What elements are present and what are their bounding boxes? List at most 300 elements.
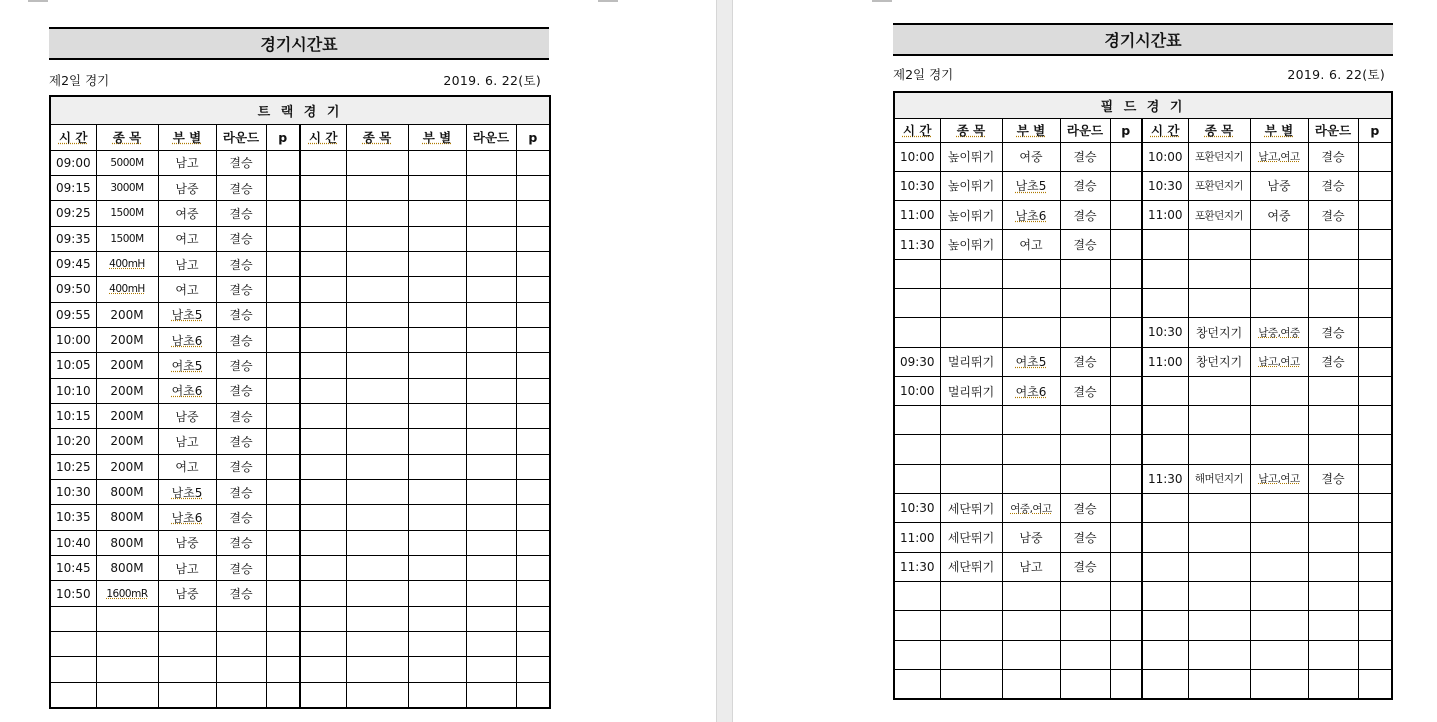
cell-division xyxy=(408,277,466,302)
cell-p xyxy=(1110,171,1142,200)
column-header-division: 부 별 xyxy=(1250,118,1308,142)
column-header-round: 라운드 xyxy=(1308,118,1358,142)
cell-division xyxy=(1002,581,1060,610)
cell-time xyxy=(300,581,346,606)
table-row xyxy=(894,142,1392,171)
cell-p xyxy=(516,403,550,428)
cell-p xyxy=(516,201,550,226)
table-row xyxy=(50,201,550,226)
column-header-p: p xyxy=(516,124,550,150)
cell-time: 10:00 xyxy=(894,376,940,405)
cell-division xyxy=(408,251,466,276)
cell-time xyxy=(300,632,346,657)
cell-round: 결승 xyxy=(1308,142,1358,171)
cell-p xyxy=(266,403,300,428)
cell-time: 10:30 xyxy=(894,171,940,200)
cell-p xyxy=(516,175,550,200)
cell-time: 09:35 xyxy=(50,226,96,251)
cell-time: 11:30 xyxy=(1142,464,1188,493)
cell-time xyxy=(300,657,346,682)
cell-round: 결승 xyxy=(1060,376,1110,405)
cell-division xyxy=(408,150,466,175)
cell-round: 결승 xyxy=(1060,201,1110,230)
cell-division xyxy=(408,505,466,530)
cell-event xyxy=(1188,230,1250,259)
cell-division: 남초5 xyxy=(158,302,216,327)
cell-division xyxy=(1002,318,1060,347)
cell-event: 1500M xyxy=(96,201,158,226)
cell-event: 멀리뛰기 xyxy=(940,376,1002,405)
table-row xyxy=(50,454,550,479)
cell-event: 포환던지기 xyxy=(1188,142,1250,171)
cell-time: 09:45 xyxy=(50,251,96,276)
cell-time xyxy=(300,251,346,276)
cell-p xyxy=(1358,669,1392,698)
cell-event xyxy=(96,632,158,657)
cell-division xyxy=(1002,259,1060,288)
cell-event: 800M xyxy=(96,479,158,504)
cell-round xyxy=(1308,669,1358,698)
cell-time: 10:00 xyxy=(1142,142,1188,171)
cell-event xyxy=(1188,435,1250,464)
table-row xyxy=(50,150,550,175)
cell-round xyxy=(1308,376,1358,405)
cell-division: 남고 xyxy=(1002,552,1060,581)
cell-round: 결승 xyxy=(1060,171,1110,200)
table-row xyxy=(50,302,550,327)
day-label: 제2일 경기 xyxy=(49,73,110,88)
cell-round xyxy=(466,505,516,530)
cell-event xyxy=(346,454,408,479)
cell-time: 10:40 xyxy=(50,530,96,555)
cell-time: 10:30 xyxy=(1142,171,1188,200)
cell-division xyxy=(1002,464,1060,493)
table-row xyxy=(50,530,550,555)
cell-round xyxy=(1060,464,1110,493)
cell-event: 800M xyxy=(96,556,158,581)
cell-event xyxy=(940,435,1002,464)
cell-division xyxy=(1250,523,1308,552)
cell-p xyxy=(516,505,550,530)
cell-round: 결승 xyxy=(216,251,266,276)
cell-round: 결승 xyxy=(216,226,266,251)
cell-division: 여중,여고 xyxy=(1002,494,1060,523)
cell-time: 10:00 xyxy=(50,327,96,352)
cell-event: 800M xyxy=(96,505,158,530)
cell-round: 결승 xyxy=(216,327,266,352)
cell-event: 멀리뛰기 xyxy=(940,347,1002,376)
cell-p xyxy=(516,479,550,504)
cell-time xyxy=(1142,230,1188,259)
cell-time xyxy=(300,505,346,530)
cell-division xyxy=(408,657,466,682)
cell-division xyxy=(408,201,466,226)
cell-event xyxy=(1188,552,1250,581)
cell-division: 남고 xyxy=(158,429,216,454)
cell-p xyxy=(1110,581,1142,610)
page-corner-mark xyxy=(28,0,48,2)
cell-p xyxy=(266,353,300,378)
cell-division: 여고 xyxy=(158,277,216,302)
column-header-division: 부 별 xyxy=(158,124,216,150)
cell-round xyxy=(466,606,516,631)
cell-time: 10:30 xyxy=(1142,318,1188,347)
column-header-time: 시 간 xyxy=(894,118,940,142)
meta-line xyxy=(893,65,1385,81)
cell-division xyxy=(408,632,466,657)
cell-time: 10:10 xyxy=(50,378,96,403)
cell-round xyxy=(466,251,516,276)
cell-event xyxy=(96,682,158,707)
cell-event xyxy=(346,150,408,175)
cell-division xyxy=(408,606,466,631)
cell-event xyxy=(346,682,408,707)
date-label: 2019. 6. 22(토) xyxy=(1287,67,1385,82)
cell-p xyxy=(266,479,300,504)
cell-time xyxy=(1142,640,1188,669)
cell-p xyxy=(516,530,550,555)
cell-division: 여고 xyxy=(1002,230,1060,259)
cell-time xyxy=(1142,611,1188,640)
cell-p xyxy=(516,226,550,251)
column-header-event: 종 목 xyxy=(346,124,408,150)
cell-division xyxy=(408,175,466,200)
cell-division: 남중 xyxy=(158,403,216,428)
cell-division: 여고 xyxy=(158,454,216,479)
cell-p xyxy=(266,429,300,454)
cell-event: 높이뛰기 xyxy=(940,142,1002,171)
cell-round xyxy=(466,454,516,479)
cell-time: 11:00 xyxy=(894,201,940,230)
cell-division xyxy=(408,530,466,555)
table-row xyxy=(50,632,550,657)
cell-p xyxy=(266,505,300,530)
cell-division: 남초6 xyxy=(158,327,216,352)
cell-p xyxy=(516,606,550,631)
cell-time xyxy=(894,464,940,493)
table-row xyxy=(50,505,550,530)
cell-division xyxy=(408,403,466,428)
cell-time xyxy=(300,277,346,302)
cell-round xyxy=(216,657,266,682)
cell-time xyxy=(300,530,346,555)
cell-p xyxy=(1358,435,1392,464)
cell-round xyxy=(1308,494,1358,523)
cell-p xyxy=(266,632,300,657)
cell-time xyxy=(50,657,96,682)
cell-event xyxy=(346,201,408,226)
cell-round: 결승 xyxy=(1308,171,1358,200)
cell-p xyxy=(266,327,300,352)
cell-time: 10:25 xyxy=(50,454,96,479)
cell-event: 200M xyxy=(96,327,158,352)
cell-event xyxy=(940,464,1002,493)
table-row xyxy=(50,251,550,276)
cell-time: 11:30 xyxy=(894,230,940,259)
cell-time xyxy=(300,454,346,479)
date-label: 2019. 6. 22(토) xyxy=(443,73,541,88)
cell-p xyxy=(1110,523,1142,552)
table-row xyxy=(50,277,550,302)
cell-division xyxy=(1002,406,1060,435)
cell-time xyxy=(1142,552,1188,581)
cell-round: 결승 xyxy=(1060,552,1110,581)
cell-round: 결승 xyxy=(216,378,266,403)
table-row xyxy=(50,479,550,504)
cell-p xyxy=(516,429,550,454)
cell-division xyxy=(1250,230,1308,259)
cell-p xyxy=(266,150,300,175)
cell-round xyxy=(1308,259,1358,288)
cell-p xyxy=(1358,259,1392,288)
cell-event xyxy=(96,606,158,631)
cell-event: 200M xyxy=(96,429,158,454)
cell-round xyxy=(466,277,516,302)
cell-round xyxy=(466,429,516,454)
cell-round xyxy=(466,201,516,226)
cell-p xyxy=(516,581,550,606)
cell-round: 결승 xyxy=(1060,230,1110,259)
cell-time xyxy=(300,378,346,403)
field-schedule-table xyxy=(893,91,1393,700)
cell-p xyxy=(266,581,300,606)
cell-p xyxy=(266,302,300,327)
cell-time: 10:45 xyxy=(50,556,96,581)
cell-round xyxy=(1060,669,1110,698)
cell-round xyxy=(216,632,266,657)
cell-round: 결승 xyxy=(216,302,266,327)
cell-round: 결승 xyxy=(1060,142,1110,171)
cell-division xyxy=(408,556,466,581)
cell-time xyxy=(894,318,940,347)
cell-round xyxy=(466,175,516,200)
cell-event: 포환던지기 xyxy=(1188,171,1250,200)
cell-event xyxy=(96,657,158,682)
table-row xyxy=(50,353,550,378)
cell-event xyxy=(346,632,408,657)
cell-round: 결승 xyxy=(1308,201,1358,230)
cell-round: 결승 xyxy=(216,556,266,581)
column-header-division: 부 별 xyxy=(408,124,466,150)
cell-time xyxy=(894,640,940,669)
cell-event xyxy=(940,640,1002,669)
cell-division: 남고,여고 xyxy=(1250,464,1308,493)
cell-event xyxy=(346,505,408,530)
cell-event: 해머던지기 xyxy=(1188,464,1250,493)
cell-time xyxy=(894,581,940,610)
table-row xyxy=(894,318,1392,347)
cell-round: 결승 xyxy=(1060,347,1110,376)
cell-division xyxy=(1250,669,1308,698)
cell-p xyxy=(1110,406,1142,435)
cell-time xyxy=(1142,406,1188,435)
cell-round xyxy=(466,302,516,327)
cell-division: 남중 xyxy=(1250,171,1308,200)
cell-division xyxy=(1250,581,1308,610)
cell-time: 10:20 xyxy=(50,429,96,454)
cell-event xyxy=(346,302,408,327)
cell-p xyxy=(1110,201,1142,230)
cell-round: 결승 xyxy=(216,581,266,606)
table-row xyxy=(894,523,1392,552)
cell-p xyxy=(1358,494,1392,523)
cell-round xyxy=(466,226,516,251)
cell-division: 남중,여중 xyxy=(1250,318,1308,347)
cell-event xyxy=(940,581,1002,610)
cell-round: 결승 xyxy=(216,479,266,504)
cell-p xyxy=(1110,494,1142,523)
cell-time xyxy=(50,606,96,631)
cell-time: 09:50 xyxy=(50,277,96,302)
cell-round: 결승 xyxy=(1060,494,1110,523)
cell-p xyxy=(516,353,550,378)
cell-round: 결승 xyxy=(216,505,266,530)
column-header-p: p xyxy=(1110,118,1142,142)
cell-event: 높이뛰기 xyxy=(940,230,1002,259)
cell-time xyxy=(300,226,346,251)
cell-division xyxy=(408,378,466,403)
cell-time xyxy=(300,353,346,378)
table-row xyxy=(894,347,1392,376)
cell-time xyxy=(1142,523,1188,552)
cell-division xyxy=(1250,611,1308,640)
cell-division xyxy=(408,226,466,251)
cell-p xyxy=(266,378,300,403)
cell-division xyxy=(1250,259,1308,288)
cell-division xyxy=(408,454,466,479)
cell-round: 결승 xyxy=(1060,523,1110,552)
cell-round xyxy=(1308,611,1358,640)
table-row xyxy=(894,376,1392,405)
column-header-round: 라운드 xyxy=(1060,118,1110,142)
table-row xyxy=(894,494,1392,523)
cell-time xyxy=(894,288,940,317)
table-row xyxy=(894,640,1392,669)
cell-division: 남고,여고 xyxy=(1250,142,1308,171)
cell-division xyxy=(408,581,466,606)
cell-division xyxy=(1250,406,1308,435)
cell-p xyxy=(1110,288,1142,317)
cell-division: 여중 xyxy=(158,201,216,226)
cell-division xyxy=(158,657,216,682)
column-header-p: p xyxy=(266,124,300,150)
cell-event: 400mH xyxy=(96,277,158,302)
cell-round: 결승 xyxy=(216,429,266,454)
cell-round xyxy=(1060,611,1110,640)
cell-division: 여중 xyxy=(1002,142,1060,171)
cell-time: 09:30 xyxy=(894,347,940,376)
cell-division xyxy=(1002,435,1060,464)
cell-p xyxy=(266,251,300,276)
cell-round xyxy=(466,530,516,555)
cell-p xyxy=(1110,464,1142,493)
table-caption: 필 드 경 기 xyxy=(894,92,1392,118)
table-row xyxy=(50,682,550,707)
cell-p xyxy=(1358,171,1392,200)
cell-p xyxy=(1358,464,1392,493)
cell-division: 남고 xyxy=(158,556,216,581)
table-row xyxy=(894,171,1392,200)
cell-p xyxy=(1110,552,1142,581)
cell-round xyxy=(1308,523,1358,552)
cell-p xyxy=(1110,259,1142,288)
table-row xyxy=(50,556,550,581)
cell-round: 결승 xyxy=(1308,347,1358,376)
cell-event xyxy=(1188,259,1250,288)
cell-time: 11:00 xyxy=(1142,347,1188,376)
cell-event xyxy=(346,429,408,454)
cell-division: 여초6 xyxy=(1002,376,1060,405)
cell-time xyxy=(300,327,346,352)
cell-round xyxy=(466,479,516,504)
cell-time xyxy=(1142,259,1188,288)
cell-time: 10:35 xyxy=(50,505,96,530)
cell-event: 200M xyxy=(96,353,158,378)
cell-time xyxy=(1142,435,1188,464)
cell-time xyxy=(300,479,346,504)
column-header-round: 라운드 xyxy=(216,124,266,150)
page-corner-mark xyxy=(598,0,618,2)
cell-p xyxy=(1110,611,1142,640)
cell-p xyxy=(1358,406,1392,435)
cell-p xyxy=(1358,523,1392,552)
cell-time: 10:05 xyxy=(50,353,96,378)
cell-time: 11:00 xyxy=(894,523,940,552)
cell-event xyxy=(346,327,408,352)
cell-event xyxy=(346,353,408,378)
cell-p xyxy=(1358,581,1392,610)
caption-row xyxy=(50,96,550,124)
column-header-round: 라운드 xyxy=(466,124,516,150)
page-title: 경기시간표 xyxy=(893,23,1393,56)
cell-round xyxy=(1308,230,1358,259)
cell-round xyxy=(466,353,516,378)
header-row xyxy=(50,124,550,150)
cell-division: 남고 xyxy=(158,150,216,175)
cell-p xyxy=(516,378,550,403)
cell-event xyxy=(346,378,408,403)
cell-round xyxy=(466,682,516,707)
cell-division xyxy=(1002,640,1060,669)
cell-round xyxy=(1060,318,1110,347)
cell-event xyxy=(1188,376,1250,405)
cell-division xyxy=(1250,494,1308,523)
page-title: 경기시간표 xyxy=(49,27,549,60)
table-row xyxy=(894,406,1392,435)
cell-p xyxy=(266,682,300,707)
cell-event xyxy=(1188,288,1250,317)
cell-round xyxy=(1308,406,1358,435)
cell-p xyxy=(1358,230,1392,259)
meta-line xyxy=(49,71,541,87)
cell-event: 200M xyxy=(96,454,158,479)
cell-time xyxy=(1142,288,1188,317)
cell-event: 200M xyxy=(96,378,158,403)
cell-time xyxy=(300,429,346,454)
cell-round xyxy=(1060,288,1110,317)
cell-round: 결승 xyxy=(216,403,266,428)
cell-division: 남중 xyxy=(158,175,216,200)
cell-round xyxy=(466,378,516,403)
cell-p xyxy=(516,556,550,581)
cell-p xyxy=(1358,552,1392,581)
cell-p xyxy=(1358,640,1392,669)
cell-round xyxy=(1308,552,1358,581)
cell-division xyxy=(1250,435,1308,464)
cell-time: 10:00 xyxy=(894,142,940,171)
cell-event: 높이뛰기 xyxy=(940,201,1002,230)
cell-division xyxy=(1002,611,1060,640)
